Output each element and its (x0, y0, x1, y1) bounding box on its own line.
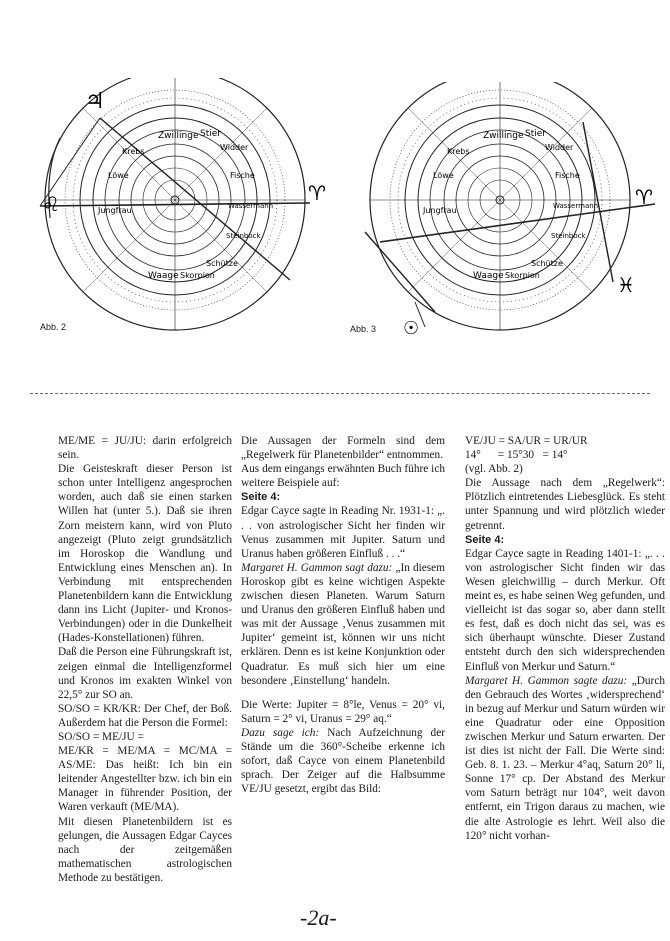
paragraph: Daß die Person eine Führungskraft ist, zeigen einmal die Intelligenzformel und Kronos im exakten Winkel von 22,5° zur SO an. (58, 646, 232, 701)
text-column-2 (241, 434, 445, 796)
paragraph: ME/ME = JU/JU: darin erfolgreich sein. (58, 435, 232, 462)
section-heading: Seite 4: (465, 533, 505, 546)
paragraph: Aus dem eingangs erwähnten Buch führe ich weitere Beispiele auf: (241, 463, 445, 490)
formula-line: SO/SO = ME/JU = (58, 730, 144, 743)
section-heading: Seite 4: (241, 491, 281, 504)
ring-label-fische: Fische (555, 171, 580, 180)
formula-line: VE/JU = SA/UR = UR/UR (465, 435, 588, 447)
quote-text: „In diesem Horoskop gibt es keine wichtigen Aspekte zwischen diesen Planeten. Warum Saturn und Uranus den größeren Einfluß haben und was mit der Aussage ‚Venus zusammen mit Jupiter‘ gemeint ist, können wir uns nicht erklären. Denn es ist keine Konjunktion oder Quadratur. Es muß sich hier um eine besondere ‚Einstellung‘ handeln. (241, 561, 445, 687)
paragraph: Edgar Cayce sagte in Reading Nr. 1931-1: „. . . von astrologischer Sicht her finden wir Venus zusammen mit Jupiter. Saturn und Uranus haben größeren Einfluß . . .“ (241, 505, 445, 560)
saturn-symbol: ♌ (42, 192, 60, 216)
speaker-lead: Margaret H. Gammon sagte dazu: (465, 674, 628, 687)
figure-reference: (vgl. Abb. 2) (465, 463, 523, 476)
section-divider (30, 393, 650, 394)
paragraph (465, 674, 665, 843)
ring-label-zwillinge: Zwillinge (483, 131, 524, 141)
ring-label-zwillinge: Zwillinge (158, 131, 199, 141)
ring-label-wassermann: Wassermann (228, 202, 274, 210)
ring-label-stier: Stier (200, 129, 221, 139)
ring-label-stier: Stier (525, 129, 546, 139)
dial-left-svg (30, 78, 330, 348)
formula-values: 14° = 15°30 = 14° (465, 449, 568, 462)
ring-label-krebs: Krebs (447, 147, 470, 156)
ring-label-widder: Widder (545, 143, 574, 152)
ring-label-skorpion: Skorpion (180, 271, 215, 280)
speaker-lead: Margaret H. Gammon sagt dazu: (241, 561, 393, 574)
ring-label-skorpion: Skorpion (505, 271, 540, 280)
ring-label-steinbock: Steinbock (551, 232, 586, 240)
dial-figure-right (355, 82, 665, 352)
ring-label-loewe: Löwe (108, 171, 129, 180)
caption-abb-2: Abb. 2 (40, 322, 67, 332)
paragraph: SO/SO = KR/KR: Der Chef, der Boß. Außerdem hat die Person die Formel: (58, 702, 232, 729)
ring-label-loewe: Löwe (433, 171, 454, 180)
paragraph: ME/KR = ME/MA = MC/MA = AS/ME: Das heißt: Ich bin ein leitender Angestellter bzw. ich bin ein Manager in führender Position, der Waren verkauft (ME/MA). (58, 745, 232, 814)
body-text: Nach Aufzeichnung der Stände um die 360°-Scheibe erkenne ich sofort, daß Cayce von einem Planetenbild sprach. Der Zeiger auf die Halbsumme VE/JU gesetzt, ergibt das Bild: (241, 726, 445, 796)
ring-label-fische: Fische (230, 171, 255, 180)
ring-label-schuetze: Schütze (206, 259, 238, 268)
ring-label-wassermann: Wassermann (553, 202, 599, 210)
paragraph: Die Werte: Jupiter = 8°le, Venus = 20° vi, Saturn = 2° vi, Uranus = 29° aq.“ (241, 698, 445, 725)
ring-label-waage: Waage (473, 271, 504, 281)
paragraph (241, 561, 445, 688)
ring-label-jungfrau: Jungfrau (423, 206, 457, 215)
jupiter-symbol: ♃ (85, 89, 105, 114)
ring-label-steinbock: Steinbock (226, 232, 261, 240)
quote-text: „Durch den Gebrauch des Wortes ‚widersprechend‘ in bezug auf Merkur und Saturn würden wir eine Quadratur oder eine Opposition zwischen Merkur und Saturn erwarten. Der ist dies ist nicht der Fall. Die Werte sind: Geb. 8. 1. 23. – Merkur 4°aq, Saturn 20° li, Sonne 17° cp. Der Abstand des Merkur vom Saturn beträgt nur 104°, weit davon entfernt, ein Trigon daraus zu machen, wie die alte Astrologie es lehrt. Weil also die 120° nicht vorhan- (465, 674, 665, 842)
paragraph: Die Geisteskraft dieser Person ist schon unter Intelligenz angesprochen worden, auch daß sie einen starken Willen hat (unter 5.). Daß sie ihren Zorn meistern kann, wird von Pluto angezeigt (Pluto zeigt grundsätzlich im Horoskop die Wandlung und Entwicklung eines Menschen an). In Verbindung mit entsprechenden Planetenbildern kann die Entwicklung dann ins Licht (Jupiter- und Kronos-Verbindungen) oder in die Dunkelheit (Hades-Konstellationen) führen. (58, 463, 232, 645)
ring-label-jungfrau: Jungfrau (98, 206, 132, 215)
dial-figure-left (30, 78, 330, 348)
ring-label-waage: Waage (148, 271, 179, 281)
text-column-1 (58, 434, 232, 885)
paragraph (241, 726, 445, 796)
paragraph: Edgar Cayce sagte in Reading 1401-1: „. . . von astrologischer Sicht finden wir das Wesen gleichwillig – durch Merkur. Oft meint es, es habe seinen Weg gefunden, und vielleicht ist das sogar so, aber dann stellt es fest, daß es doch nicht das sei, was es sich überhaupt wünschte. Dieser Zustand entsteht durch den sich widersprechenden Einfluß von Merkur und Saturn.“ (465, 547, 665, 673)
sun-symbol: ☉ (403, 318, 420, 339)
ring-label-widder: Widder (220, 143, 249, 152)
caption-abb-3: Abb. 3 (350, 324, 377, 334)
speaker-lead: Dazu sage ich: (241, 726, 320, 739)
paragraph: Die Aussagen der Formeln sind dem „Regelwerk für Planetenbilder“ entnommen. (241, 435, 445, 462)
dial-right-svg (355, 82, 665, 352)
aries-symbol: ♈ (308, 181, 326, 205)
ring-label-krebs: Krebs (122, 147, 145, 156)
paragraph: Die Aussage nach dem „Regelwerk“: Plötzlich eintretendes Liebesglück. Es steht unter Spannung und wird plötzlich wieder getrennt. (465, 477, 665, 532)
ring-label-schuetze: Schütze (531, 259, 563, 268)
text-column-3 (465, 434, 665, 843)
page-number: -2a- (300, 905, 337, 930)
figures (0, 0, 670, 350)
pisces-symbol: ♓ (617, 273, 635, 297)
aries-symbol: ♈ (635, 185, 653, 209)
paragraph: Mit diesen Planetenbildern ist es gelungen, die Aussagen Edgar Cayces nach der zeitgemäßen mathematischen astrologischen Methode zu bestätigen. (58, 815, 232, 884)
